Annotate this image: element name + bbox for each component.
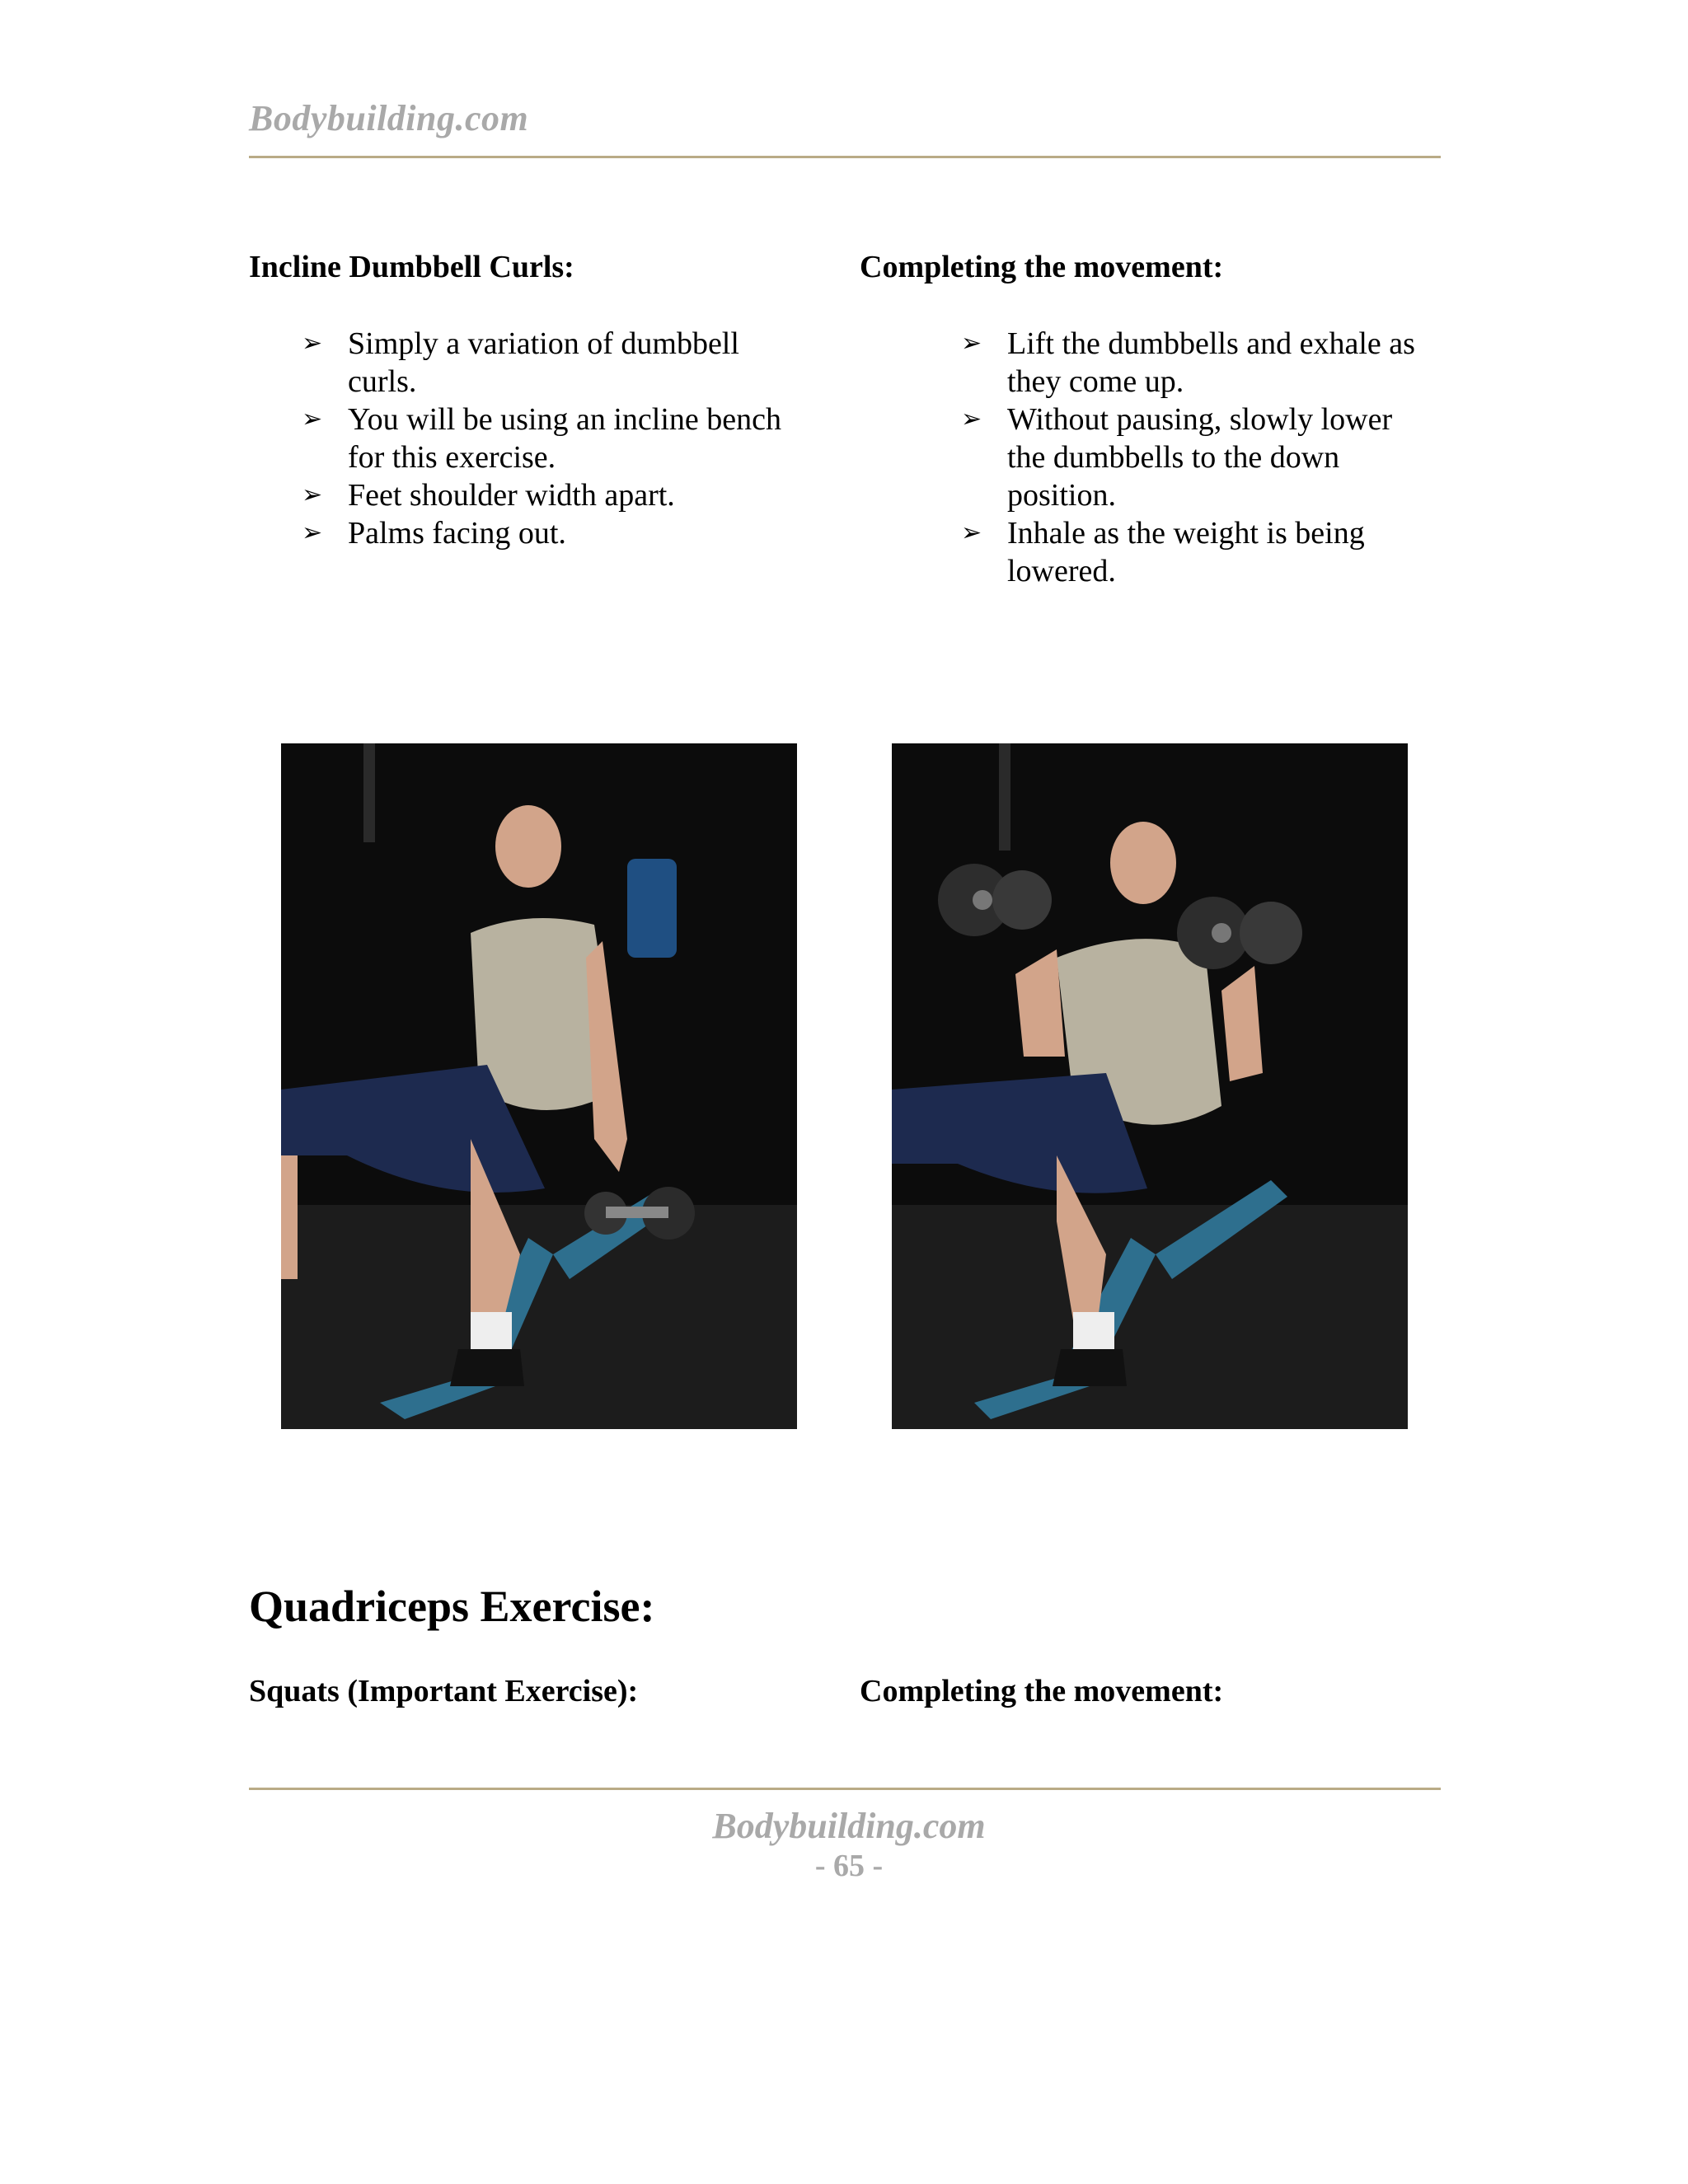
incline-curls-item [302, 401, 846, 476]
bullet-text-line: Feet shoulder width apart. [348, 478, 675, 513]
bullet-arrow-icon: ➢ [302, 518, 323, 547]
completing-item [961, 325, 1456, 401]
bullet-text-line: Inhale as the weight is being [1007, 516, 1365, 551]
bullet-text-line: Palms facing out. [348, 516, 566, 551]
bullet-arrow-icon: ➢ [302, 329, 323, 358]
bullet-text-line: Without pausing, slowly lower [1007, 402, 1393, 437]
squats-heading: Squats (Important Exercise): [249, 1674, 639, 1708]
bullet-text-line: the dumbbells to the down [1007, 440, 1340, 475]
quadriceps-title: Quadriceps Exercise: [249, 1582, 655, 1631]
header-rule [249, 156, 1441, 158]
incline-curls-item [302, 476, 846, 514]
incline-curl-start-image [281, 743, 797, 1429]
incline-curl-start-photo [281, 743, 797, 1429]
bullet-text-line: Lift the dumbbells and exhale as [1007, 326, 1415, 361]
footer-brand: Bodybuilding.com [712, 1806, 986, 1846]
incline-curls-heading: Incline Dumbbell Curls: [249, 250, 574, 284]
bullet-arrow-icon: ➢ [961, 518, 982, 547]
page-number: - 65 - [814, 1849, 884, 1883]
bullet-text-line: position. [1007, 478, 1116, 513]
completing-item [961, 514, 1456, 590]
completing-list-1 [961, 325, 1456, 590]
bullet-text-line: You will be using an incline bench [348, 402, 781, 437]
incline-curls-list [302, 325, 846, 552]
bullet-text-line: curls. [348, 364, 417, 399]
header-brand: Bodybuilding.com [249, 98, 529, 138]
bullet-text-line: they come up. [1007, 364, 1184, 399]
bullet-arrow-icon: ➢ [961, 329, 982, 358]
bullet-arrow-icon: ➢ [302, 405, 323, 434]
incline-curl-top-photo [892, 743, 1408, 1429]
bullet-text-line: for this exercise. [348, 440, 556, 475]
completing-item [961, 401, 1456, 514]
incline-curl-top-image [892, 743, 1408, 1429]
bullet-text-line: lowered. [1007, 554, 1116, 588]
bullet-arrow-icon: ➢ [961, 405, 982, 434]
footer-rule [249, 1788, 1441, 1790]
completing-heading-1: Completing the movement: [860, 250, 1224, 284]
completing-heading-2: Completing the movement: [860, 1674, 1224, 1708]
incline-curls-item [302, 514, 846, 552]
bullet-arrow-icon: ➢ [302, 480, 323, 509]
bullet-text-line: Simply a variation of dumbbell [348, 326, 739, 361]
incline-curls-item [302, 325, 846, 401]
